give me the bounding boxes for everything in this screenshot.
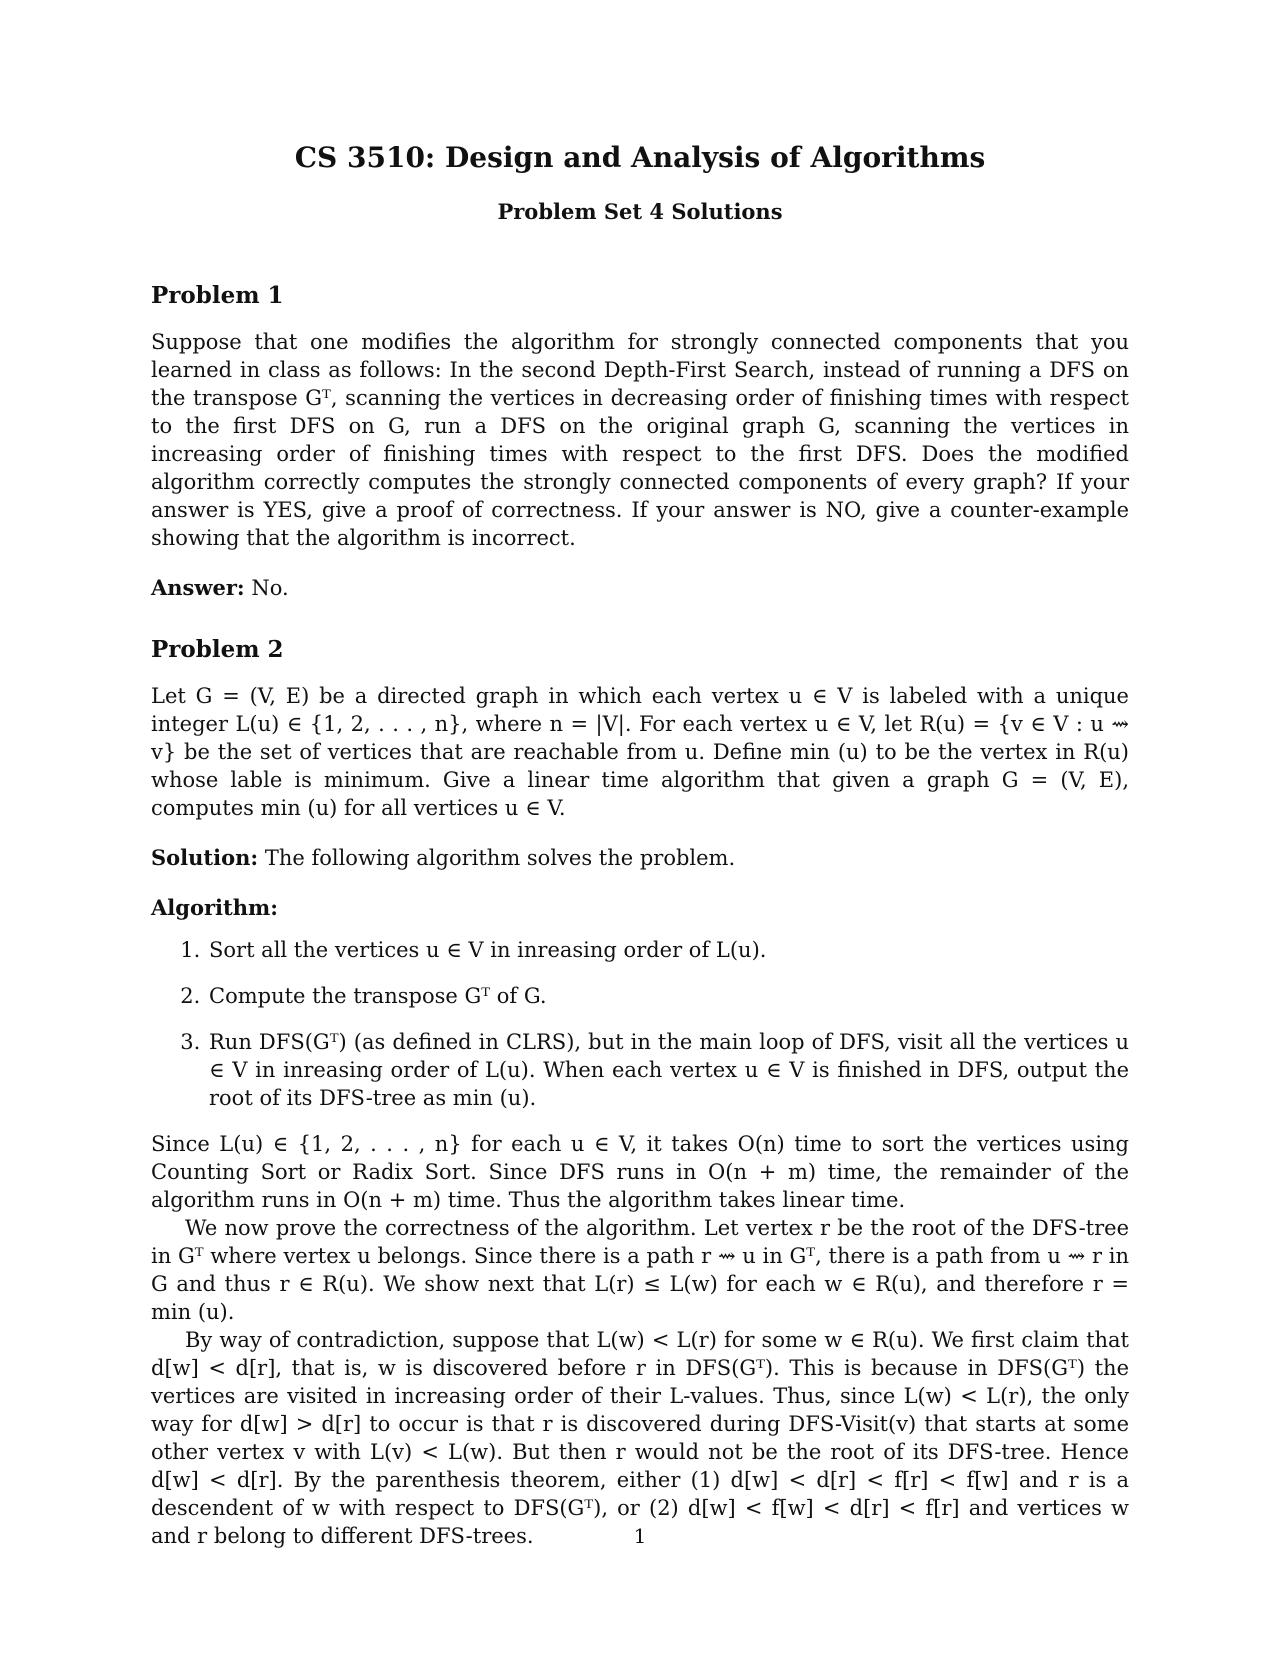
algorithm-step: 2. Compute the transpose Gᵀ of G. (207, 982, 1129, 1010)
running-time-paragraph: Since L(u) ∈ {1, 2, . . . , n} for each u ∈ V, it takes O(n) time to sort the vertices using Counting Sort or Radix Sort. Since DFS runs in O(n + m) time, the remainder of the algorithm runs in O(n + m) time. Thus the algorithm takes linear time. (151, 1132, 1129, 1212)
problem-1-answer (151, 574, 1129, 602)
algorithm-label: Algorithm: (151, 895, 278, 920)
algorithm-steps (151, 936, 1129, 1112)
answer-label: Answer: (151, 575, 245, 600)
problem-2-heading: Problem 2 (151, 636, 284, 663)
solution-label: Solution: (151, 845, 259, 870)
problem-2-text: Let G = (V, E) be a directed graph in which each vertex u ∈ V is labeled with a unique integer L(u) ∈ {1, 2, . . . , n}, where n = |V|. For each vertex u ∈ V, let R(u) = {v ∈ V : u ⇝ v} be the set of vertices that are reachable from u. Define min (u) to be the vertex in R(u) whose lable is minimum. Give a linear time algorithm that given a graph G = (V, E), computes min (u) for all vertices u ∈ V. (151, 684, 1129, 820)
problem-1-heading: Problem 1 (151, 282, 284, 309)
solution-text: The following algorithm solves the problem. (264, 846, 736, 870)
contradiction-paragraph: By way of contradiction, suppose that L(w) < L(r) for some w ∈ R(u). We first claim that d[w] < d[r], that is, w is discovered before r in DFS(Gᵀ). This is because in DFS(Gᵀ) the vertices are visited in increasing order of their L-values. Thus, since L(w) < L(r), the only way for d[w] > d[r] to occur is that r is discovered during DFS-Visit(v) that starts at some other vertex v with L(v) < L(w). But then r would not be the root of its DFS-tree. Hence d[w] < d[r]. By the parenthesis theorem, either (1) d[w] < d[r] < f[r] < f[w] and r is a descendent of w with respect to DFS(Gᵀ), or (2) d[w] < f[w] < d[r] < f[r] and vertices w and r belong to different DFS-trees. (151, 1328, 1129, 1548)
problem-1-text: Suppose that one modifies the algorithm for strongly connected components that you learned in class as follows: In the second Depth-First Search, instead of running a DFS on the transpose Gᵀ, scanning the vertices in decreasing order of finishing times with respect to the first DFS on G, run a DFS on the original graph G, scanning the vertices in increasing order of finishing times with respect to the first DFS. Does the modified algorithm correctly computes the strongly connected components of every graph? If your answer is YES, give a proof of correctness. If your answer is NO, give a counter-example showing that the algorithm is incorrect. (151, 330, 1129, 550)
document-subtitle: Problem Set 4 Solutions (497, 199, 783, 224)
algorithm-step: 1. Sort all the vertices u ∈ V in inreasing order of L(u). (207, 936, 1129, 964)
page-content (151, 140, 1129, 1550)
correctness-paragraph: We now prove the correctness of the algorithm. Let vertex r be the root of the DFS-tree in Gᵀ where vertex u belongs. Since there is a path r ⇝ u in Gᵀ, there is a path from u ⇝ r in G and thus r ∈ R(u). We show next that L(r) ≤ L(w) for each w ∈ R(u), and therefore r = min (u). (151, 1216, 1129, 1324)
algorithm-step: 3. Run DFS(Gᵀ) (as defined in CLRS), but in the main loop of DFS, visit all the vertices u ∈ V in inreasing order of L(u). When each vertex u ∈ V is finished in DFS, output the root of its DFS-tree as min (u). (207, 1028, 1129, 1112)
answer-text: No. (251, 576, 289, 600)
document-title: CS 3510: Design and Analysis of Algorithms (294, 141, 986, 174)
page-number: 1 (633, 1524, 647, 1548)
problem-2-solution (151, 844, 1129, 872)
